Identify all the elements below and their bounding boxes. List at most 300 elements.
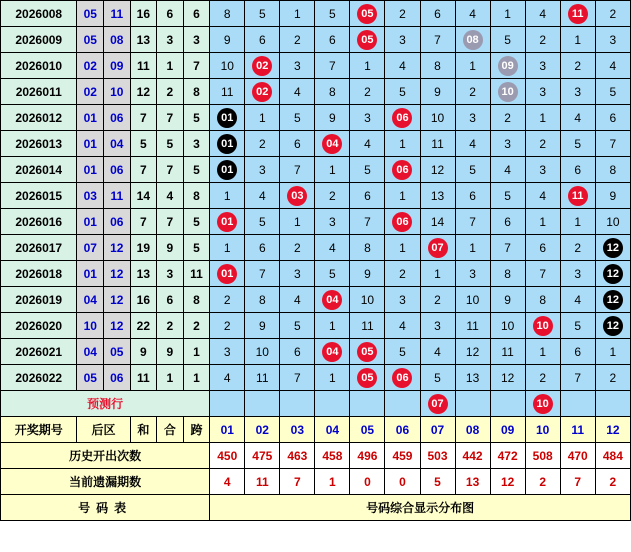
composite-cell: 7 <box>157 105 184 131</box>
number-cell-10 <box>525 365 560 391</box>
number-ball: 2 <box>258 136 266 151</box>
number-cell-03 <box>280 235 315 261</box>
composite-cell: 1 <box>157 53 184 79</box>
number-ball: 2 <box>539 32 546 47</box>
back-area-2: 06 <box>104 209 131 235</box>
number-ball: 10 <box>430 110 445 125</box>
predict-cell-08[interactable] <box>455 391 490 417</box>
number-cell-04 <box>315 157 350 183</box>
number-ball: 10 <box>498 82 518 102</box>
number-ball: 3 <box>574 84 582 99</box>
number-ball: 9 <box>258 318 266 333</box>
sum-cell: 19 <box>130 235 157 261</box>
number-cell-02 <box>245 365 280 391</box>
miss-count-02: 11 <box>245 469 280 495</box>
number-ball: 8 <box>223 6 231 21</box>
number-ball: 1 <box>504 6 511 21</box>
number-ball: 01 <box>217 134 237 154</box>
number-cell-10 <box>525 339 560 365</box>
number-cell-09 <box>490 339 525 365</box>
number-cell-05 <box>350 1 385 27</box>
history-count-label: 历史开出次数 <box>1 443 210 469</box>
number-cell-06 <box>385 365 420 391</box>
number-cell-01 <box>210 209 245 235</box>
number-ball: 11 <box>466 318 479 333</box>
number-ball: 6 <box>539 240 546 255</box>
history-count-04: 458 <box>315 443 350 469</box>
issue-cell[interactable]: 2026011 <box>1 79 77 105</box>
table-row <box>1 27 631 53</box>
issue-cell[interactable]: 2026022 <box>1 365 77 391</box>
number-header-03: 03 <box>280 417 315 443</box>
number-cell-03 <box>280 1 315 27</box>
predict-cell-03[interactable] <box>280 391 315 417</box>
number-cell-11 <box>560 131 595 157</box>
number-cell-07 <box>420 27 455 53</box>
history-count-08: 442 <box>455 443 490 469</box>
span-cell: 8 <box>183 287 210 313</box>
miss-count-01: 4 <box>210 469 245 495</box>
number-ball: 4 <box>399 318 406 333</box>
composite-cell: 6 <box>157 287 184 313</box>
number-ball: 3 <box>293 58 301 73</box>
history-count-11: 470 <box>560 443 595 469</box>
number-cell-10 <box>525 105 560 131</box>
table-row <box>1 157 631 183</box>
number-cell-01 <box>210 313 245 339</box>
number-cell-08 <box>455 157 490 183</box>
number-ball: 12 <box>603 316 623 336</box>
predict-cell-10[interactable] <box>525 391 560 417</box>
table-row <box>1 235 631 261</box>
number-cell-02 <box>245 131 280 157</box>
number-cell-10 <box>525 131 560 157</box>
issue-cell[interactable]: 2026020 <box>1 313 77 339</box>
number-cell-04 <box>315 209 350 235</box>
number-ball: 7 <box>539 266 546 281</box>
miss-count-08: 13 <box>455 469 490 495</box>
number-cell-06 <box>385 53 420 79</box>
number-cell-02 <box>245 235 280 261</box>
footer-left-title: 号码表 <box>1 495 210 521</box>
back-area-2: 10 <box>104 79 131 105</box>
predict-cell-04[interactable] <box>315 391 350 417</box>
composite-cell: 3 <box>157 261 184 287</box>
miss-count-row <box>1 469 631 495</box>
miss-count-03: 7 <box>280 469 315 495</box>
issue-cell[interactable]: 2026017 <box>1 235 77 261</box>
predict-ball: 07 <box>428 394 448 414</box>
number-cell-04 <box>315 79 350 105</box>
back-area-2: 12 <box>104 261 131 287</box>
predict-cell-07[interactable] <box>420 391 455 417</box>
number-cell-08 <box>455 365 490 391</box>
number-cell-06 <box>385 287 420 313</box>
number-ball: 5 <box>504 32 511 47</box>
number-ball: 2 <box>504 110 511 125</box>
number-cell-09 <box>490 1 525 27</box>
number-cell-01 <box>210 1 245 27</box>
number-cell-04 <box>315 53 350 79</box>
table-row <box>1 53 631 79</box>
back-area-1: 10 <box>77 313 104 339</box>
predict-cell-05[interactable] <box>350 391 385 417</box>
number-ball: 6 <box>609 110 617 125</box>
composite-cell: 2 <box>157 313 184 339</box>
number-ball: 12 <box>603 290 623 310</box>
number-ball: 12 <box>603 264 623 284</box>
number-ball: 11 <box>568 186 588 206</box>
predict-cell-11[interactable] <box>560 391 595 417</box>
number-cell-11 <box>560 157 595 183</box>
back-area-1: 02 <box>77 53 104 79</box>
number-ball: 1 <box>364 58 371 73</box>
history-count-06: 459 <box>385 443 420 469</box>
number-ball: 4 <box>574 110 582 125</box>
number-ball: 01 <box>217 108 237 128</box>
number-cell-06 <box>385 79 420 105</box>
number-ball: 2 <box>223 318 231 333</box>
table-row <box>1 261 631 287</box>
issue-cell[interactable]: 2026009 <box>1 27 77 53</box>
number-ball: 5 <box>293 110 301 125</box>
number-cell-07 <box>420 79 455 105</box>
number-ball: 4 <box>504 162 511 177</box>
history-count-09: 472 <box>490 443 525 469</box>
number-cell-03 <box>280 131 315 157</box>
number-cell-05 <box>350 53 385 79</box>
composite-cell: 9 <box>157 235 184 261</box>
number-ball: 12 <box>500 370 515 385</box>
number-cell-09 <box>490 235 525 261</box>
number-ball: 6 <box>258 32 266 47</box>
sum-cell: 16 <box>130 287 157 313</box>
number-ball: 8 <box>504 266 511 281</box>
number-ball: 11 <box>501 344 514 359</box>
number-ball: 3 <box>223 344 231 359</box>
number-cell-07 <box>420 157 455 183</box>
number-cell-04 <box>315 183 350 209</box>
span-cell: 11 <box>183 261 210 287</box>
number-header-04: 04 <box>315 417 350 443</box>
issue-cell[interactable]: 2026008 <box>1 1 77 27</box>
number-cell-07 <box>420 287 455 313</box>
number-cell-02 <box>245 53 280 79</box>
number-cell-04 <box>315 131 350 157</box>
number-ball: 4 <box>293 292 301 307</box>
number-cell-08 <box>455 209 490 235</box>
composite-cell: 6 <box>157 1 184 27</box>
predict-cell-01[interactable] <box>210 391 245 417</box>
span-cell: 5 <box>183 235 210 261</box>
number-ball: 3 <box>539 162 546 177</box>
back-area-1: 04 <box>77 287 104 313</box>
composite-cell: 5 <box>157 131 184 157</box>
number-cell-07 <box>420 339 455 365</box>
issue-cell[interactable]: 2026019 <box>1 287 77 313</box>
number-ball: 4 <box>609 58 617 73</box>
number-ball: 01 <box>217 264 237 284</box>
number-ball: 5 <box>469 162 476 177</box>
number-ball: 1 <box>609 344 617 359</box>
predict-cell-12[interactable] <box>595 391 630 417</box>
sum-cell: 11 <box>130 365 157 391</box>
number-ball: 6 <box>434 6 441 21</box>
number-ball: 3 <box>574 266 582 281</box>
number-header-12: 12 <box>595 417 630 443</box>
number-cell-03 <box>280 313 315 339</box>
number-ball: 13 <box>430 188 445 203</box>
sum-cell: 7 <box>130 105 157 131</box>
number-cell-12 <box>595 1 630 27</box>
number-cell-05 <box>350 131 385 157</box>
composite-cell: 1 <box>157 365 184 391</box>
number-ball: 5 <box>574 318 582 333</box>
number-cell-04 <box>315 287 350 313</box>
number-ball: 1 <box>539 110 546 125</box>
number-cell-11 <box>560 261 595 287</box>
number-ball: 1 <box>574 214 582 229</box>
number-cell-04 <box>315 313 350 339</box>
number-cell-11 <box>560 79 595 105</box>
span-cell: 1 <box>183 365 210 391</box>
predict-row <box>1 391 631 417</box>
number-cell-04 <box>315 1 350 27</box>
number-ball: 05 <box>357 4 377 24</box>
predict-cell-06[interactable] <box>385 391 420 417</box>
number-cell-09 <box>490 183 525 209</box>
number-cell-06 <box>385 1 420 27</box>
number-cell-11 <box>560 365 595 391</box>
number-ball: 11 <box>361 318 374 333</box>
miss-count-04: 1 <box>315 469 350 495</box>
number-ball: 4 <box>399 58 406 73</box>
predict-cell-09[interactable] <box>490 391 525 417</box>
sum-cell: 7 <box>130 157 157 183</box>
span-cell: 3 <box>183 27 210 53</box>
number-cell-04 <box>315 235 350 261</box>
history-count-12: 484 <box>595 443 630 469</box>
number-header-06: 06 <box>385 417 420 443</box>
number-header-09: 09 <box>490 417 525 443</box>
number-cell-03 <box>280 105 315 131</box>
number-ball: 7 <box>329 58 336 73</box>
number-ball: 6 <box>293 344 301 359</box>
number-cell-11 <box>560 27 595 53</box>
table-row <box>1 105 631 131</box>
number-header-11: 11 <box>560 417 595 443</box>
number-ball: 9 <box>364 266 371 281</box>
number-ball: 10 <box>500 318 515 333</box>
number-ball: 5 <box>504 188 511 203</box>
number-cell-10 <box>525 287 560 313</box>
number-ball: 7 <box>609 136 617 151</box>
number-ball: 1 <box>434 266 441 281</box>
predict-cell-02[interactable] <box>245 391 280 417</box>
number-cell-03 <box>280 209 315 235</box>
number-ball: 9 <box>434 84 441 99</box>
number-ball: 5 <box>293 318 301 333</box>
number-ball: 1 <box>293 214 301 229</box>
issue-cell[interactable]: 2026021 <box>1 339 77 365</box>
composite-header: 合 <box>157 417 184 443</box>
back-area-2: 12 <box>104 235 131 261</box>
number-cell-04 <box>315 105 350 131</box>
number-cell-01 <box>210 157 245 183</box>
back-area-2: 11 <box>104 183 131 209</box>
number-ball: 8 <box>329 84 336 99</box>
issue-cell[interactable]: 2026013 <box>1 131 77 157</box>
number-cell-11 <box>560 1 595 27</box>
number-ball: 3 <box>329 214 336 229</box>
number-ball: 2 <box>469 84 476 99</box>
number-cell-12 <box>595 339 630 365</box>
number-cell-06 <box>385 313 420 339</box>
composite-cell: 4 <box>157 183 184 209</box>
number-ball: 1 <box>223 188 231 203</box>
back-area-2: 12 <box>104 313 131 339</box>
table-row <box>1 1 631 27</box>
number-cell-06 <box>385 261 420 287</box>
number-cell-01 <box>210 365 245 391</box>
span-header: 跨 <box>183 417 210 443</box>
number-ball: 5 <box>329 6 336 21</box>
span-cell: 7 <box>183 53 210 79</box>
number-ball: 5 <box>399 344 406 359</box>
number-cell-05 <box>350 79 385 105</box>
number-ball: 03 <box>287 186 307 206</box>
number-ball: 11 <box>568 4 588 24</box>
back-area-1: 01 <box>77 261 104 287</box>
composite-cell: 9 <box>157 339 184 365</box>
issue-cell[interactable]: 2026014 <box>1 157 77 183</box>
number-cell-04 <box>315 365 350 391</box>
history-count-07: 503 <box>420 443 455 469</box>
number-cell-06 <box>385 235 420 261</box>
number-ball: 1 <box>329 162 336 177</box>
number-ball: 5 <box>258 6 266 21</box>
number-cell-08 <box>455 287 490 313</box>
column-header-row <box>1 417 631 443</box>
number-cell-10 <box>525 157 560 183</box>
span-cell: 3 <box>183 131 210 157</box>
number-ball: 8 <box>364 240 371 255</box>
number-ball: 10 <box>255 344 269 359</box>
number-cell-08 <box>455 1 490 27</box>
number-header-02: 02 <box>245 417 280 443</box>
number-ball: 3 <box>399 292 406 307</box>
number-ball: 6 <box>364 188 371 203</box>
table-row <box>1 79 631 105</box>
number-cell-03 <box>280 339 315 365</box>
number-cell-11 <box>560 235 595 261</box>
number-ball: 10 <box>533 316 553 336</box>
number-ball: 08 <box>463 30 483 50</box>
number-ball: 2 <box>293 32 301 47</box>
number-cell-08 <box>455 339 490 365</box>
number-cell-05 <box>350 313 385 339</box>
number-cell-07 <box>420 183 455 209</box>
number-cell-03 <box>280 27 315 53</box>
issue-cell[interactable]: 2026010 <box>1 53 77 79</box>
number-cell-12 <box>595 27 630 53</box>
number-ball: 05 <box>357 30 377 50</box>
table-row <box>1 339 631 365</box>
sum-cell: 12 <box>130 79 157 105</box>
number-ball: 1 <box>258 110 266 125</box>
number-cell-05 <box>350 339 385 365</box>
number-ball: 8 <box>258 292 266 307</box>
miss-count-11: 7 <box>560 469 595 495</box>
number-cell-04 <box>315 261 350 287</box>
number-cell-08 <box>455 261 490 287</box>
number-ball: 4 <box>364 136 371 151</box>
number-ball: 05 <box>357 342 377 362</box>
number-ball: 3 <box>609 32 617 47</box>
number-ball: 3 <box>469 266 476 281</box>
miss-count-07: 5 <box>420 469 455 495</box>
number-ball: 2 <box>574 58 582 73</box>
number-cell-09 <box>490 365 525 391</box>
number-ball: 1 <box>399 188 406 203</box>
number-ball: 2 <box>434 292 441 307</box>
table-row <box>1 183 631 209</box>
number-cell-07 <box>420 53 455 79</box>
table-row <box>1 209 631 235</box>
number-cell-02 <box>245 209 280 235</box>
miss-count-06: 0 <box>385 469 420 495</box>
number-ball: 11 <box>256 370 269 385</box>
number-header-05: 05 <box>350 417 385 443</box>
number-ball: 1 <box>293 6 301 21</box>
number-cell-09 <box>490 313 525 339</box>
number-ball: 10 <box>465 292 480 307</box>
issue-cell[interactable]: 2026012 <box>1 105 77 131</box>
number-ball: 5 <box>364 162 371 177</box>
number-ball: 9 <box>223 32 231 47</box>
issue-cell[interactable]: 2026015 <box>1 183 77 209</box>
history-count-05: 496 <box>350 443 385 469</box>
number-ball: 12 <box>465 344 480 359</box>
number-cell-10 <box>525 313 560 339</box>
issue-cell[interactable]: 2026016 <box>1 209 77 235</box>
number-ball: 1 <box>469 58 476 73</box>
composite-cell: 7 <box>157 157 184 183</box>
number-ball: 7 <box>258 266 266 281</box>
number-ball: 2 <box>329 188 336 203</box>
number-cell-05 <box>350 287 385 313</box>
back-area-1: 05 <box>77 27 104 53</box>
number-ball: 4 <box>469 6 476 21</box>
number-ball: 14 <box>430 214 445 229</box>
number-ball: 5 <box>399 84 406 99</box>
number-cell-02 <box>245 27 280 53</box>
number-ball: 6 <box>258 240 266 255</box>
number-cell-09 <box>490 105 525 131</box>
number-ball: 2 <box>539 136 546 151</box>
number-ball: 3 <box>364 110 371 125</box>
number-cell-12 <box>595 261 630 287</box>
number-ball: 4 <box>258 188 266 203</box>
number-ball: 7 <box>504 240 511 255</box>
back-area-1: 04 <box>77 339 104 365</box>
number-ball: 5 <box>609 84 617 99</box>
number-ball: 02 <box>252 82 272 102</box>
issue-cell[interactable]: 2026018 <box>1 261 77 287</box>
number-cell-01 <box>210 339 245 365</box>
number-ball: 7 <box>293 370 301 385</box>
number-ball: 5 <box>329 266 336 281</box>
